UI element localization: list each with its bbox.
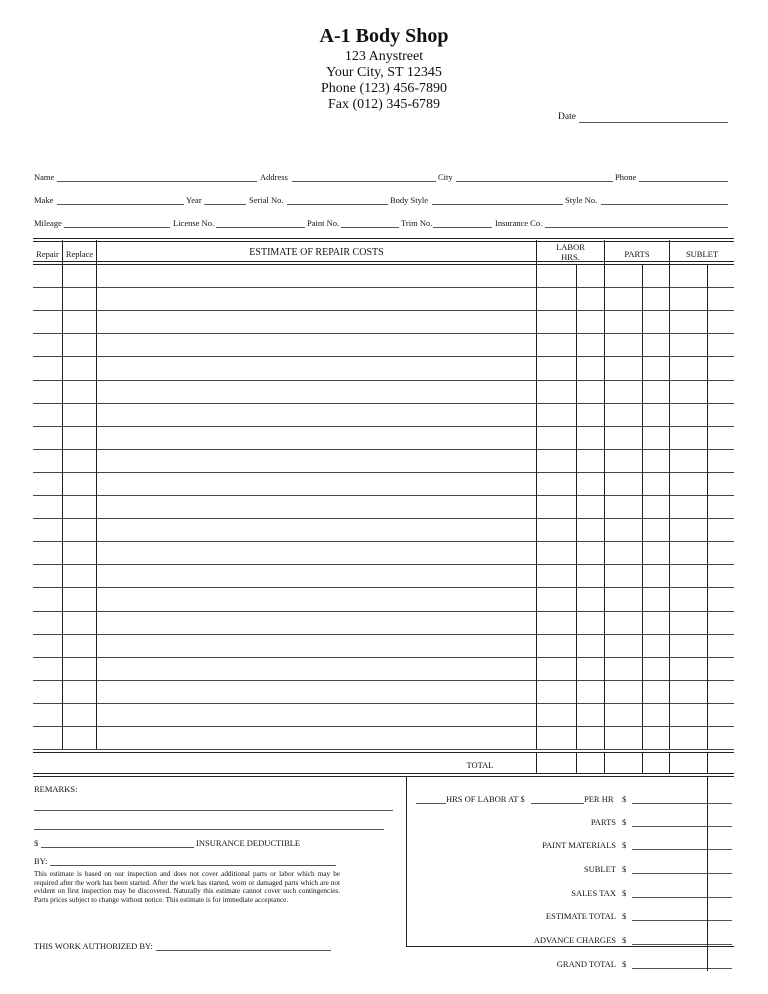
table-cents-divider xyxy=(576,264,577,749)
serial-no-label: Serial No. xyxy=(249,195,284,205)
mileage-field[interactable] xyxy=(64,227,170,228)
shop-city-state-zip: Your City, ST 12345 xyxy=(326,65,442,80)
labor-hours-field[interactable] xyxy=(416,803,446,804)
table-row[interactable] xyxy=(33,611,734,612)
disclaimer-text: This estimate is based on our inspection and does not cover additional parts or labor which may be required after the work has been started. After the work has started, worn or damaged parts which are not evident on first inspection may be discovered. Naturally this estimate cannot cover such contingencies. Parts prices subject to change without notice. This estimate is for immediate acceptance. xyxy=(34,870,340,904)
col-labor-header-2: HRS. xyxy=(561,252,580,262)
table-total-label: TOTAL xyxy=(466,760,494,770)
name-label: Name xyxy=(34,172,55,182)
advance-charges-total-label: ADVANCE CHARGES xyxy=(533,935,616,945)
license-no-field[interactable] xyxy=(216,227,305,228)
total-row-divider xyxy=(536,752,537,773)
address-field[interactable] xyxy=(292,181,436,182)
col-parts-header: PARTS xyxy=(624,249,650,259)
table-row[interactable] xyxy=(33,495,734,496)
trim-no-label: Trim No. xyxy=(401,218,433,228)
paint-materials-total-label: PAINT MATERIALS xyxy=(542,840,616,850)
total-row-divider xyxy=(642,752,643,773)
table-total-rule xyxy=(33,752,734,753)
table-header-rule xyxy=(33,261,734,262)
table-row[interactable] xyxy=(33,356,734,357)
by-field[interactable] xyxy=(50,865,336,866)
sales-tax-total-dollar: $ xyxy=(622,888,627,898)
grand-total-label: GRAND TOTAL xyxy=(556,959,616,969)
deductible-field[interactable] xyxy=(41,847,194,848)
bottom-section-rule xyxy=(33,773,734,774)
table-top-rule xyxy=(33,238,734,239)
table-row[interactable] xyxy=(33,564,734,565)
table-row[interactable] xyxy=(33,703,734,704)
col-replace-header: Replace xyxy=(65,249,94,259)
table-column-divider xyxy=(62,240,63,749)
estimate-total-field[interactable] xyxy=(632,920,732,921)
make-field[interactable] xyxy=(57,204,184,205)
deductible-dollar: $ xyxy=(34,838,39,848)
body-style-field[interactable] xyxy=(432,204,563,205)
table-row[interactable] xyxy=(33,680,734,681)
city-label: City xyxy=(438,172,453,182)
address-label: Address xyxy=(260,172,288,182)
labor-rate-field[interactable] xyxy=(531,803,584,804)
table-row[interactable] xyxy=(33,657,734,658)
insurance-co-field[interactable] xyxy=(545,227,728,228)
year-label: Year xyxy=(186,195,202,205)
table-row[interactable] xyxy=(33,333,734,334)
license-no-label: License No. xyxy=(173,218,215,228)
hrs-labor-at-label: HRS OF LABOR AT $ xyxy=(446,794,525,804)
by-label: BY: xyxy=(34,856,48,866)
advance-charges-total-field[interactable] xyxy=(632,944,732,945)
table-row[interactable] xyxy=(33,587,734,588)
date-field[interactable] xyxy=(579,122,728,123)
table-cents-divider xyxy=(707,264,708,749)
table-row[interactable] xyxy=(33,541,734,542)
table-column-divider xyxy=(96,240,97,749)
phone-label: Phone xyxy=(615,172,637,182)
total-row-divider xyxy=(707,752,708,773)
table-cents-divider xyxy=(642,264,643,749)
date-label: Date xyxy=(558,112,576,122)
authorized-label: THIS WORK AUTHORIZED BY: xyxy=(34,941,153,951)
bottom-section-rule-inner xyxy=(33,776,734,777)
sublet-total-dollar: $ xyxy=(622,864,627,874)
col-estimate-header: ESTIMATE OF REPAIR COSTS xyxy=(249,247,384,258)
per-hr-label: PER HR xyxy=(584,794,614,804)
shop-street: 123 Anystreet xyxy=(344,49,424,64)
remarks-line-1[interactable] xyxy=(34,810,393,811)
shop-phone: Phone (123) 456-7890 xyxy=(321,81,447,96)
table-row[interactable] xyxy=(33,472,734,473)
paint-no-field[interactable] xyxy=(341,227,399,228)
total-row-divider xyxy=(669,752,670,773)
table-row[interactable] xyxy=(33,403,734,404)
authorized-field[interactable] xyxy=(156,950,331,951)
mileage-label: Mileage xyxy=(34,218,62,228)
total-row-divider xyxy=(576,752,577,773)
sales-tax-total-field[interactable] xyxy=(632,897,732,898)
advance-charges-total-dollar: $ xyxy=(622,935,627,945)
table-row[interactable] xyxy=(33,726,734,727)
style-no-field[interactable] xyxy=(601,204,728,205)
table-column-divider xyxy=(536,240,537,749)
phone-field[interactable] xyxy=(639,181,728,182)
body-style-label: Body Style xyxy=(390,195,429,205)
paint-materials-total-field[interactable] xyxy=(632,849,732,850)
sublet-total-field[interactable] xyxy=(632,873,732,874)
table-column-divider xyxy=(669,240,670,749)
estimate-total-dollar: $ xyxy=(622,911,627,921)
labor-total-field[interactable] xyxy=(632,803,732,804)
remarks-label: REMARKS: xyxy=(34,784,78,794)
style-no-label: Style No. xyxy=(565,195,598,205)
paint-no-label: Paint No. xyxy=(307,218,340,228)
table-row[interactable] xyxy=(33,310,734,311)
insurance-co-label: Insurance Co. xyxy=(495,218,543,228)
table-row[interactable] xyxy=(33,287,734,288)
name-field[interactable] xyxy=(57,181,257,182)
year-field[interactable] xyxy=(204,204,246,205)
sales-tax-total-label: SALES TAX xyxy=(571,888,616,898)
table-column-divider xyxy=(604,240,605,749)
labor-total-dollar: $ xyxy=(622,794,627,804)
total-row-divider xyxy=(604,752,605,773)
col-sublet-header: SUBLET xyxy=(685,249,719,259)
table-header-rule-inner xyxy=(33,264,734,265)
table-row[interactable] xyxy=(33,380,734,381)
table-row[interactable] xyxy=(33,426,734,427)
col-labor-header-1: LABOR xyxy=(556,242,585,252)
shop-fax: Fax (012) 345-6789 xyxy=(328,97,440,112)
parts-total-label: PARTS xyxy=(590,817,616,827)
grand-total-dollar: $ xyxy=(622,959,627,969)
serial-no-field[interactable] xyxy=(287,204,388,205)
shop-name: A-1 Body Shop xyxy=(319,25,449,47)
parts-total-field[interactable] xyxy=(632,826,732,827)
remarks-line-2[interactable] xyxy=(34,829,384,830)
totals-cents-divider xyxy=(707,776,708,971)
grand-total-field[interactable] xyxy=(632,968,732,969)
trim-no-field[interactable] xyxy=(433,227,492,228)
make-label: Make xyxy=(34,195,54,205)
table-row[interactable] xyxy=(33,749,734,750)
col-repair-header: Repair xyxy=(36,249,59,259)
estimate-total-label: ESTIMATE TOTAL xyxy=(545,911,616,921)
table-top-rule-inner xyxy=(33,241,734,242)
city-field[interactable] xyxy=(456,181,613,182)
table-row[interactable] xyxy=(33,518,734,519)
paint-materials-total-dollar: $ xyxy=(622,840,627,850)
parts-total-dollar: $ xyxy=(622,817,627,827)
sublet-total-label: SUBLET xyxy=(583,864,616,874)
bottom-section-divider xyxy=(406,776,407,946)
table-row[interactable] xyxy=(33,634,734,635)
totals-box-bottom xyxy=(406,946,734,947)
table-row[interactable] xyxy=(33,449,734,450)
insurance-deductible-label: INSURANCE DEDUCTIBLE xyxy=(196,838,301,848)
